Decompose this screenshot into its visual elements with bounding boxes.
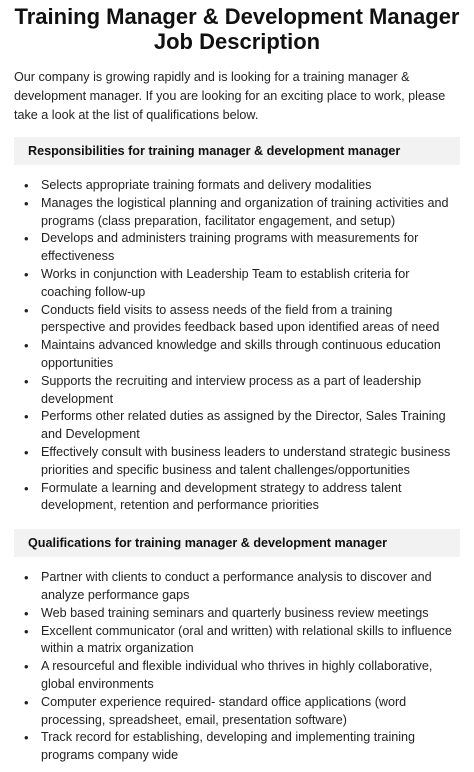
list-item-text: Computer experience required- standard office applications (word processing, spreadsheet, email, presentation software) [41, 694, 407, 727]
list-item-text: Selects appropriate training formats and delivery modalities [41, 178, 372, 192]
list-item [14, 658, 460, 694]
bullet-icon: • [24, 694, 29, 710]
list-item [14, 373, 460, 409]
bullet-icon: • [24, 623, 29, 639]
list-item [14, 694, 460, 730]
list-item-text: Formulate a learning and development strategy to address talent development, retention and performance priorities [41, 480, 402, 513]
qualifications-header: Qualifications for training manager & development manager [14, 529, 460, 557]
responsibilities-header: Responsibilities for training manager & development manager [14, 137, 460, 165]
page-title: Training Manager & Development Manager Job Description [14, 4, 460, 54]
bullet-icon: • [24, 231, 29, 247]
bullet-icon: • [24, 266, 29, 282]
bullet-icon: • [24, 480, 29, 496]
list-item [14, 177, 460, 195]
list-item-text: Maintains advanced knowledge and skills through continuous education opportunities [41, 338, 441, 370]
bullet-icon: • [24, 338, 29, 354]
responsibilities-section [14, 137, 460, 515]
list-item [14, 230, 460, 266]
list-item [14, 337, 460, 373]
list-item-text: Web based training seminars and quarterly business review meetings [41, 605, 429, 620]
list-item [14, 623, 460, 659]
list-item-text: Track record for establishing, developing and implementing training programs company wide [41, 730, 416, 763]
list-item-text: Develops and administers training programs with measurements for effectiveness [41, 231, 419, 264]
list-item-text: Partner with clients to conduct a performance analysis to discover and analyze performance gaps [41, 570, 432, 602]
bullet-icon: • [24, 659, 29, 675]
list-item-text: A resourceful and flexible individual who thrives in highly collaborative, global environments [41, 659, 433, 691]
list-item [14, 729, 460, 765]
list-item-text: Excellent communicator (oral and written) with relational skills to influence within a matrix organization [41, 623, 452, 656]
list-item [14, 480, 460, 516]
bullet-icon: • [24, 178, 29, 193]
bullet-icon: • [24, 373, 29, 389]
bullet-icon: • [24, 195, 29, 211]
list-item-text: Supports the recruiting and interview process as a part of leadership development [41, 373, 422, 406]
qualifications-section [14, 529, 460, 765]
list-item [14, 266, 460, 302]
list-item-text: Conducts field visits to assess needs of the field from a training perspective and provides feedback based upon identified areas of need [41, 302, 440, 335]
list-item-text: Manages the logistical planning and organization of training activities and programs (class preparation, facilitator engagement, and setup) [41, 195, 449, 228]
bullet-icon: • [24, 302, 29, 318]
list-item-text: Effectively consult with business leaders to understand strategic business priorities and specific business and talent challenges/opportunities [41, 444, 451, 477]
bullet-icon: • [24, 444, 29, 460]
list-item-text: Performs other related duties as assigned by the Director, Sales Training and Development [41, 409, 446, 442]
list-item-text: Works in conjunction with Leadership Team to establish criteria for coaching follow-up [41, 266, 410, 299]
bullet-icon: • [24, 605, 29, 621]
bullet-icon: • [24, 730, 29, 746]
qualifications-list [14, 569, 460, 765]
intro-paragraph: Our company is growing rapidly and is looking for a training manager & development manager. If you are looking for an exciting place to work, please take a look at the list of qualifications below. [14, 70, 446, 122]
list-item [14, 444, 460, 480]
list-item [14, 408, 460, 444]
list-item [14, 569, 460, 605]
list-item [14, 195, 460, 231]
bullet-icon: • [24, 570, 29, 586]
list-item [14, 302, 460, 338]
list-item [14, 605, 460, 623]
bullet-icon: • [24, 409, 29, 425]
responsibilities-list [14, 177, 460, 515]
